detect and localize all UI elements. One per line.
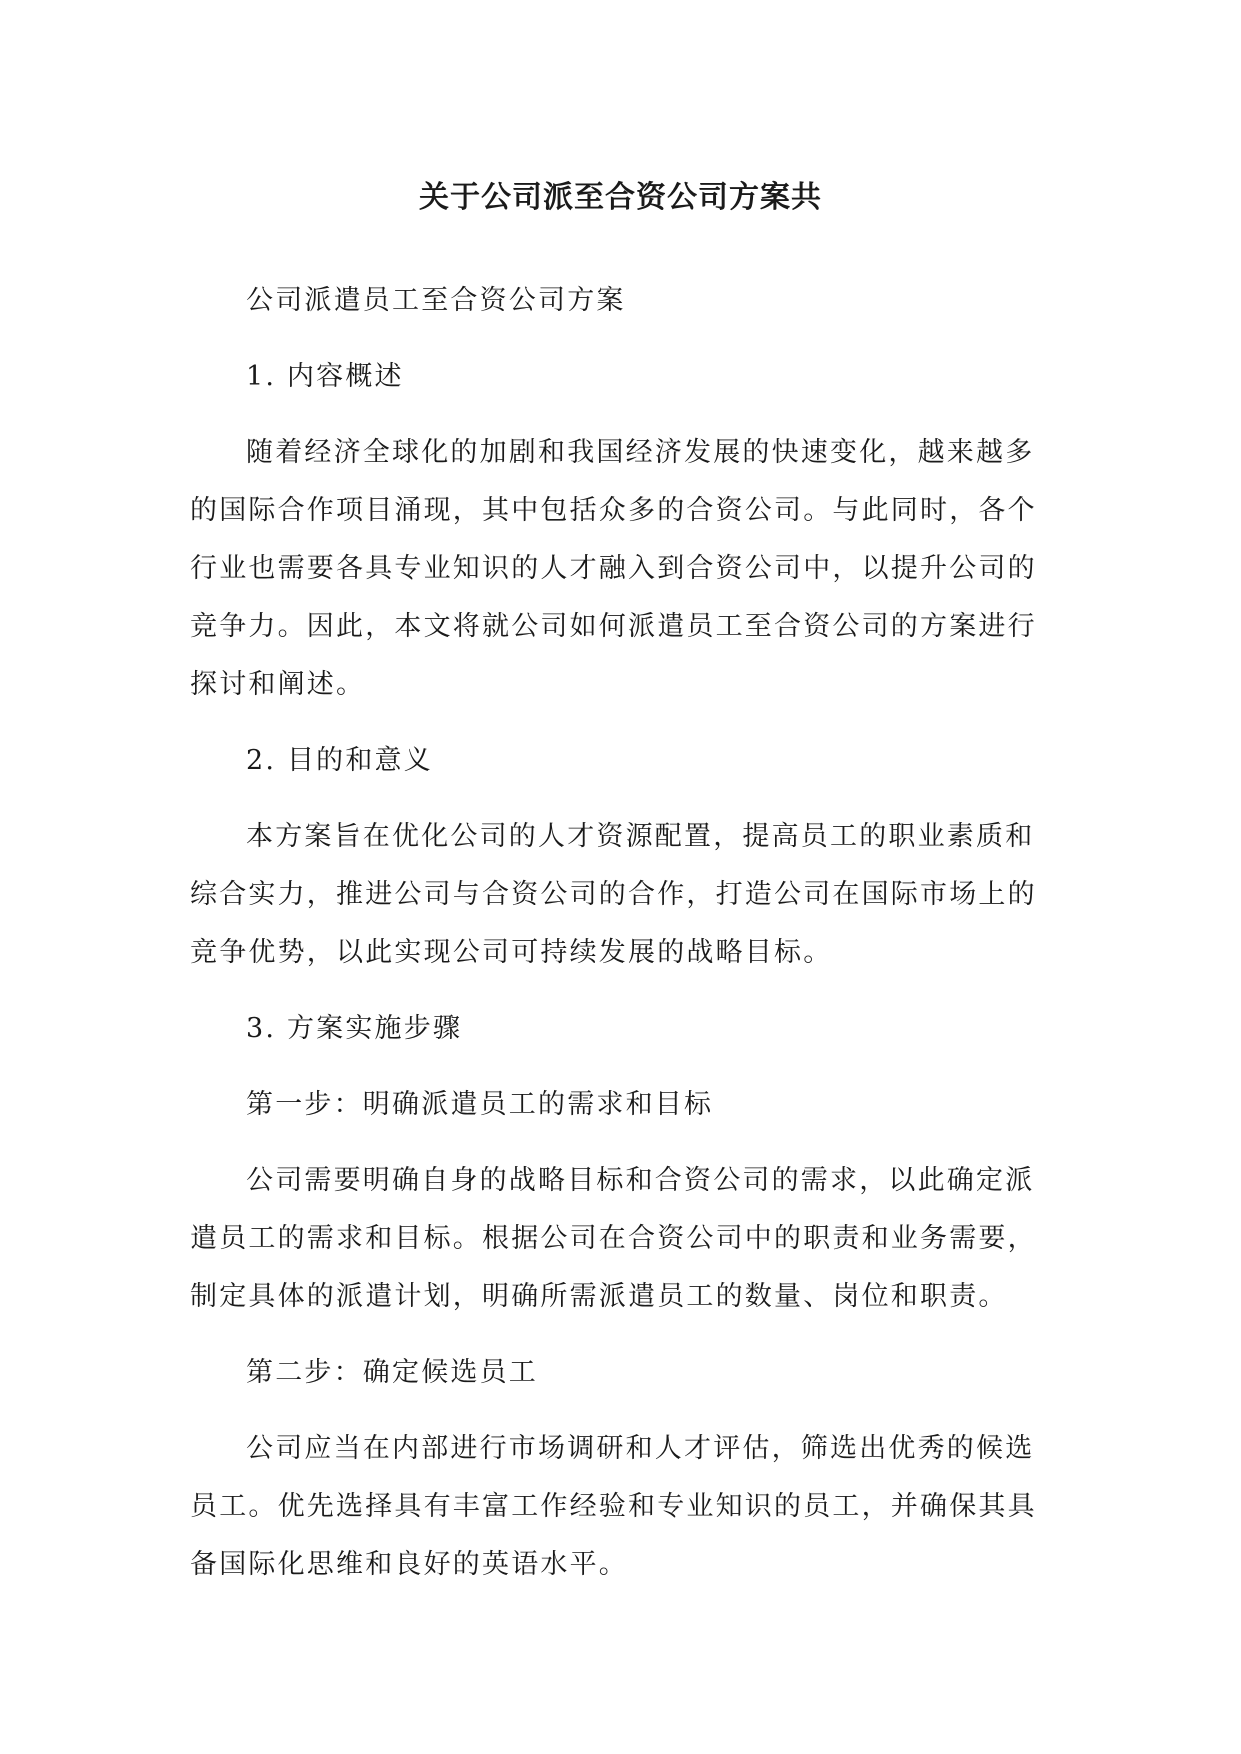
paragraph-step-2 <box>190 1430 1037 1584</box>
paragraph-line: 公司应当在内部进行市场调研和人才评估，筛选出优秀的候选 <box>246 1433 1035 1464</box>
paragraph-line: 本方案旨在优化公司的人才资源配置，提高员工的职业素质和 <box>246 821 1035 852</box>
paragraph-line: 探讨和阐述。 <box>190 669 366 700</box>
document-subtitle: 公司派遣员工至合资公司方案 <box>246 285 626 316</box>
paragraph-line: 综合实力，推进公司与合资公司的合作，打造公司在国际市场上的 <box>190 879 1037 910</box>
paragraph-purpose <box>190 818 1037 972</box>
paragraph-line: 制定具体的派遣计划，明确所需派遣员工的数量、岗位和职责。 <box>190 1281 1008 1312</box>
paragraph-line: 竞争力。因此，本文将就公司如何派遣员工至合资公司的方案进行 <box>190 611 1037 642</box>
document-body <box>190 282 1037 1622</box>
paragraph-line: 行业也需要各具专业知识的人才融入到合资公司中，以提升公司的 <box>190 553 1037 584</box>
paragraph-line: 备国际化思维和良好的英语水平。 <box>190 1549 628 1580</box>
paragraph-line: 的国际合作项目涌现，其中包括众多的合资公司。与此同时，各个 <box>190 495 1037 526</box>
paragraph-line: 公司需要明确自身的战略目标和合资公司的需求，以此确定派 <box>246 1165 1035 1196</box>
paragraph-line: 员工。优先选择具有丰富工作经验和专业知识的员工，并确保其具 <box>190 1491 1037 1522</box>
paragraph-line: 随着经济全球化的加剧和我国经济发展的快速变化，越来越多 <box>246 437 1035 468</box>
paragraph-line: 竞争优势，以此实现公司可持续发展的战略目标。 <box>190 937 833 968</box>
paragraph-step-1 <box>190 1162 1037 1316</box>
document-title: 关于公司派至合资公司方案共 <box>419 180 822 215</box>
section-heading-overview: 1. 内容概述 <box>246 361 404 392</box>
step-heading-2: 第二步：确定候选员工 <box>246 1357 538 1388</box>
section-heading-purpose: 2. 目的和意义 <box>246 745 433 776</box>
paragraph-line: 遣员工的需求和目标。根据公司在合资公司中的职责和业务需要， <box>190 1223 1037 1254</box>
step-heading-1: 第一步：明确派遣员工的需求和目标 <box>246 1089 714 1120</box>
paragraph-overview <box>190 434 1037 704</box>
section-heading-steps: 3. 方案实施步骤 <box>246 1013 463 1044</box>
